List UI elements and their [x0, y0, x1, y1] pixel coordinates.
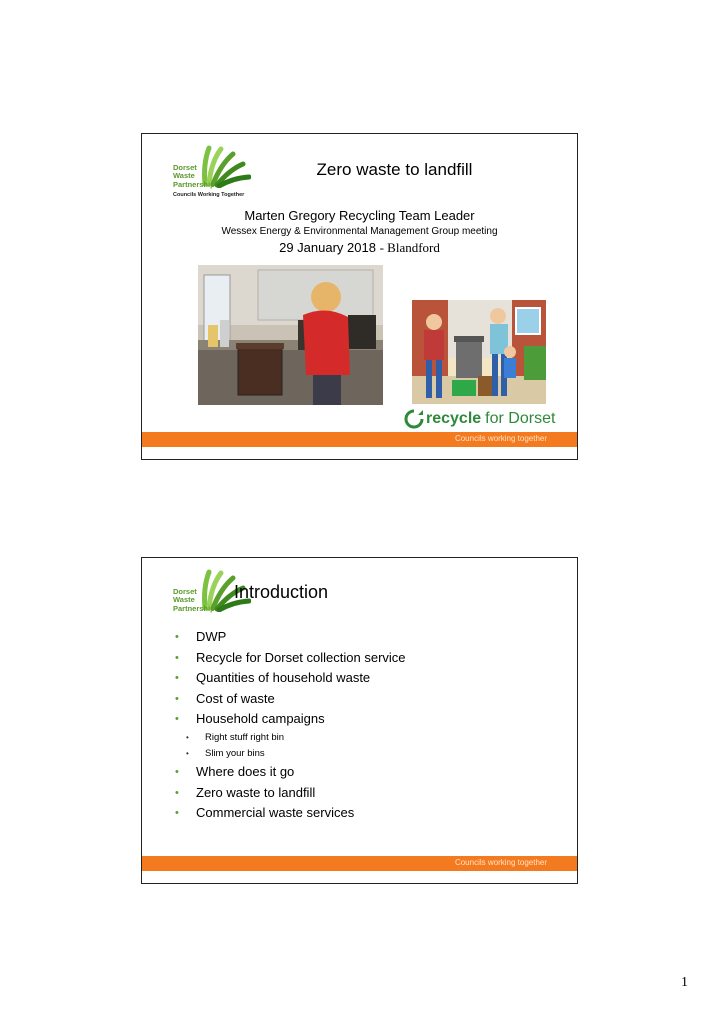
bullet-item: • Cost of waste — [175, 689, 406, 710]
footer-bar — [142, 856, 577, 871]
logo-name-line: Partnership — [173, 179, 215, 189]
footer-bar — [142, 432, 577, 447]
presenter-line: Marten Gregory Recycling Team Leader — [244, 208, 475, 223]
bullet-item: • Household campaigns — [175, 709, 406, 730]
slide-1 — [141, 133, 578, 460]
bullet-item: • Zero waste to landfill — [175, 783, 406, 804]
recycle-for-dorset-logo — [404, 408, 555, 430]
date-line — [142, 240, 577, 256]
logo-name-line: Dorset — [173, 163, 197, 172]
slide-title: Introduction — [234, 582, 329, 602]
slide-title: Zero waste to landfill — [316, 160, 473, 179]
bullet-item: • Where does it go — [175, 762, 406, 783]
logo-name-line: Waste — [173, 595, 195, 605]
recycle-arrow-icon — [404, 409, 424, 429]
logo-name-line: Waste — [173, 171, 195, 181]
logo-tagline: Councils Working Together — [173, 192, 245, 198]
bullet-list — [175, 627, 406, 824]
bullet-item: • Commercial waste services — [175, 803, 406, 824]
footer-text: Councils working together — [454, 434, 547, 443]
brand-rest-text: for Dorset — [485, 410, 556, 427]
child-kitchen-photo — [198, 265, 383, 405]
brand-bold-text: recycle — [426, 410, 482, 427]
bullet-item: • DWP — [175, 627, 406, 648]
sub-bullet-item: • Right stuff right bin — [175, 730, 406, 746]
bullet-item: • Quantities of household waste — [175, 668, 406, 689]
family-recycling-cartoon — [412, 300, 546, 404]
event-line: Wessex Energy & Environmental Management Group meeting — [221, 226, 498, 237]
footer-text: Councils working together — [454, 858, 547, 867]
slide-2 — [141, 557, 578, 884]
logo-name-line: Dorset — [173, 587, 197, 596]
bullet-item: • Recycle for Dorset collection service — [175, 648, 406, 669]
sub-bullet-item: • Slim your bins — [175, 746, 406, 762]
date-text: 29 January 2018 — [279, 240, 376, 255]
location-text: - Blandford — [379, 240, 440, 255]
page-number: 1 — [681, 975, 688, 990]
logo-name-line: Partnership — [173, 603, 215, 613]
logo-name — [173, 588, 215, 613]
